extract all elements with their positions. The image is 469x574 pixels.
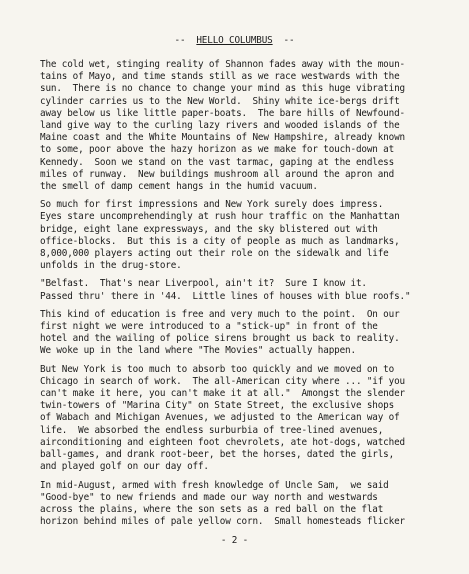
text-line: Maine coast and the White Mountains of New Hampshire, already known xyxy=(40,132,405,144)
paragraph xyxy=(40,480,469,529)
text-line: to some, poor above the hazy horizon as we make for touch-down at xyxy=(40,144,395,156)
text-line: office-blocks. But this is a city of people as much as landmarks, xyxy=(40,235,400,247)
text-line: But New York is too much to absorb too quickly and we moved on to xyxy=(40,363,395,375)
text-line: Kennedy. Soon we stand on the vast tarmac, gaping at the endless xyxy=(40,156,395,168)
text-line: Passed thru' there in '44. Little lines of houses with blue roofs." xyxy=(40,290,411,302)
page-header xyxy=(0,35,469,47)
text-line: "Belfast. That's near Liverpool, ain't it? Sure I know it. xyxy=(40,278,367,290)
text-line: horizon behind miles of pale yellow corn. Small homesteads flicker xyxy=(40,516,405,528)
text-line: unfolds in the drug-store. xyxy=(40,260,182,272)
text-line: of Wabach and Michigan Avenues, we adjusted to the American way of xyxy=(40,412,400,424)
text-line: This kind of education is free and very much to the point. On our xyxy=(40,308,400,320)
text-line: twin-towers of "Marina City" on State Street, the exclusive shops xyxy=(40,400,395,412)
text-line: can't make it here, you can't make it at all." Amongst the slender xyxy=(40,388,405,400)
text-line: airconditioning and eighteen foot chevrolets, ate hot-dogs, watched xyxy=(40,436,405,448)
text-line: 8,000,000 players acting out their role on the sidewalk and life xyxy=(40,248,389,260)
text-line: tains of Mayo, and time stands still as we race westwards with the xyxy=(40,71,400,83)
text-line: ball-games, and drank root-beer, bet the horses, dated the girls, xyxy=(40,449,395,461)
paragraph xyxy=(40,59,469,193)
text-line: life. We absorbed the endless surburbia of tree-lined avenues, xyxy=(40,424,384,436)
text-line: the smell of damp cement hangs in the humid vacuum. xyxy=(40,181,318,193)
paragraph xyxy=(40,364,469,474)
page-number: - 2 - xyxy=(220,535,249,546)
text-line: bridge, eight lane expressways, and the sky blistered out with xyxy=(40,223,378,235)
text-line: sun. There is no chance to change your mind as this huge vibrating xyxy=(40,83,405,95)
text-line: Eyes stare uncomprehendingly at rush hour traffic on the Manhattan xyxy=(40,211,400,223)
text-line: first night we were introduced to a "stick-up" in front of the xyxy=(40,321,378,333)
text-line: across the plains, where the son sets as a red ball on the flat xyxy=(40,503,384,515)
paragraph xyxy=(40,309,469,358)
text-line: cylinder carries us to the New World. Shiny white ice-bergs drift xyxy=(40,95,400,107)
paragraph xyxy=(40,278,469,302)
paragraph xyxy=(40,199,469,272)
text-line: We woke up in the land where "The Movies" actually happen. xyxy=(40,345,356,357)
text-line: and played golf on our day off. xyxy=(40,461,209,473)
text-line: land give way to the curling lazy rivers and wooded islands of the xyxy=(40,120,400,132)
text-line: away below us like little paper-boats. The bare hills of Newfound- xyxy=(40,107,405,119)
header-right-dashes: -- xyxy=(283,35,295,46)
text-line: In mid-August, armed with fresh knowledge of Uncle Sam, we said xyxy=(40,479,389,491)
text-line: hotel and the wailing of police sirens brought us back to reality. xyxy=(40,333,400,345)
article-body xyxy=(40,59,469,534)
text-line: So much for first impressions and New York surely does impress. xyxy=(40,199,384,211)
text-line: Chicago in search of work. The all-American city where ... "if you xyxy=(40,375,405,387)
header-left-dashes: -- xyxy=(174,35,186,46)
text-line: The cold wet, stinging reality of Shannon fades away with the moun- xyxy=(40,59,405,70)
page-title: HELLO COLUMBUS xyxy=(196,35,273,46)
text-line: miles of runway. New buildings mushroom all around the apron and xyxy=(40,168,395,180)
text-line: "Good-bye" to new friends and made our way north and westwards xyxy=(40,491,378,503)
